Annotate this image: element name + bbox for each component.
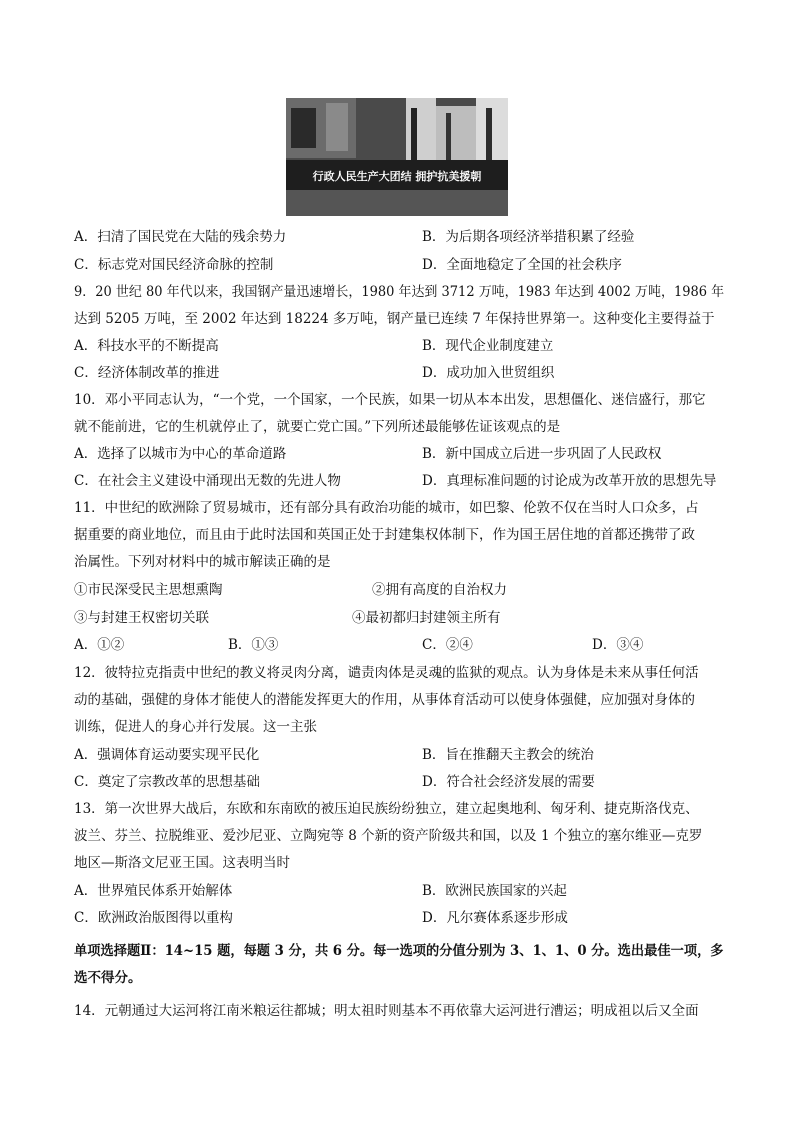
q10-stem-line-1: 10．邓小平同志认为，“一个党，一个国家，一个民族，如果一切从本本出发，思想僵化、迷信盛行，那它 — [74, 392, 706, 408]
q9-option-d: D．成功加入世贸组织 — [422, 365, 555, 381]
q10-option-a: A．选择了以城市为中心的革命道路 — [74, 446, 287, 462]
q11-option-c: C．②④ — [422, 637, 473, 653]
q14-stem-line-1: 14．元朝通过大运河将江南米粮运往都城；明太祖时则基本不再依靠大运河进行漕运；明成祖以后又全面 — [74, 1003, 699, 1019]
q13-option-b: B．欧洲民族国家的兴起 — [422, 883, 567, 899]
q11-option-d: D．③④ — [592, 637, 644, 653]
q12-stem-line-3: 训练，促进人的身心并行发展。这一主张 — [74, 719, 317, 735]
q12-option-b: B．旨在推翻天主教会的统治 — [422, 747, 594, 763]
q9-option-c: C．经济体制改革的推进 — [74, 365, 220, 381]
photo-image — [286, 98, 508, 216]
q13-option-d: D．凡尔赛体系逐步形成 — [422, 910, 568, 926]
q13-option-c: C．欧洲政治版图得以重构 — [74, 910, 233, 926]
q8-option-d: D．全面地稳定了全国的社会秩序 — [422, 257, 622, 273]
q8-option-a: A．扫清了国民党在大陆的残余势力 — [74, 229, 287, 245]
q12-option-a: A．强调体育运动要实现平民化 — [74, 747, 260, 763]
section2-header-line-2: 选不得分。 — [74, 970, 142, 986]
q9-stem-line-1: 9．20 世纪 80 年代以来，我国钢产量迅速增长，1980 年达到 3712 万吨，1983 年达到 4002 万吨，1986 年 — [74, 284, 725, 300]
q12-stem-line-2: 动的基础，强健的身体才能使人的潜能发挥更大的作用，从事体育活动可以使身体强健，应加强对身体的 — [74, 692, 695, 708]
q10-option-b: B．新中国成立后进一步巩固了人民政权 — [422, 446, 662, 462]
q9-option-a: A．科技水平的不断提高 — [74, 338, 219, 354]
q10-option-c: C．在社会主义建设中涌现出无数的先进人物 — [74, 473, 341, 489]
historical-photo — [286, 98, 508, 216]
q12-option-d: D．符合社会经济发展的需要 — [422, 774, 595, 790]
q13-stem-line-1: 13．第一次世界大战后，东欧和东南欧的被压迫民族纷纷独立，建立起奥地利、匈牙利、捷克斯洛伐克、 — [74, 801, 699, 817]
q12-option-c: C．奠定了宗教改革的思想基础 — [74, 774, 260, 790]
q12-stem-line-1: 12．彼特拉克指责中世纪的教义将灵肉分离，谴责肉体是灵魂的监狱的观点。认为身体是未来从事任何活 — [74, 665, 699, 681]
q13-stem-line-3: 地区—斯洛文尼亚王国。这表明当时 — [74, 855, 290, 871]
q11-statement-3: ③与封建王权密切关联 — [74, 610, 209, 626]
q11-stem-line-1: 11．中世纪的欧洲除了贸易城市，还有部分具有政治功能的城市，如巴黎、伦敦不仅在当时人口众多，占 — [74, 500, 699, 516]
q11-statement-4: ④最初都归封建领主所有 — [352, 610, 501, 626]
q9-stem-line-2: 达到 5205 万吨，至 2002 年达到 18224 多万吨，钢产量已连续 7 年保持世界第一。这种变化主要得益于 — [74, 311, 715, 327]
q8-option-c: C．标志党对国民经济命脉的控制 — [74, 257, 274, 273]
q11-stem-line-3: 治属性。下列对材料中的城市解读正确的是 — [74, 554, 331, 570]
q11-statement-1: ①市民深受民主思想熏陶 — [74, 582, 223, 598]
q11-stem-line-2: 据重要的商业地位，而且由于此时法国和英国正处于封建集权体制下，作为国王居住地的首都还携带了政 — [74, 527, 695, 543]
q13-stem-line-2: 波兰、芬兰、拉脱维亚、爱沙尼亚、立陶宛等 8 个新的资产阶级共和国，以及 1 个独立的塞尔维亚—克罗 — [74, 828, 703, 844]
q10-option-d: D．真理标准问题的讨论成为改革开放的思想先导 — [422, 473, 717, 489]
q11-option-b: B．①③ — [228, 637, 279, 653]
q8-option-b: B．为后期各项经济举措积累了经验 — [422, 229, 635, 245]
q11-statement-2: ②拥有高度的自治权力 — [372, 582, 507, 598]
q11-option-a: A．①② — [74, 637, 125, 653]
q13-option-a: A．世界殖民体系开始解体 — [74, 883, 233, 899]
photo-banner-text: 行政人民生产大团结 拥护抗美援朝 — [312, 170, 482, 183]
section2-header-line-1: 单项选择题Ⅱ：14~15 题，每题 3 分，共 6 分。每一选项的分值分别为 3、1、1、0 分。选出最佳一项，多 — [74, 943, 724, 959]
q9-option-b: B．现代企业制度建立 — [422, 338, 554, 354]
q10-stem-line-2: 就不能前进，它的生机就停止了，就要亡党亡国。”下列所述最能够佐证该观点的是 — [74, 419, 561, 435]
